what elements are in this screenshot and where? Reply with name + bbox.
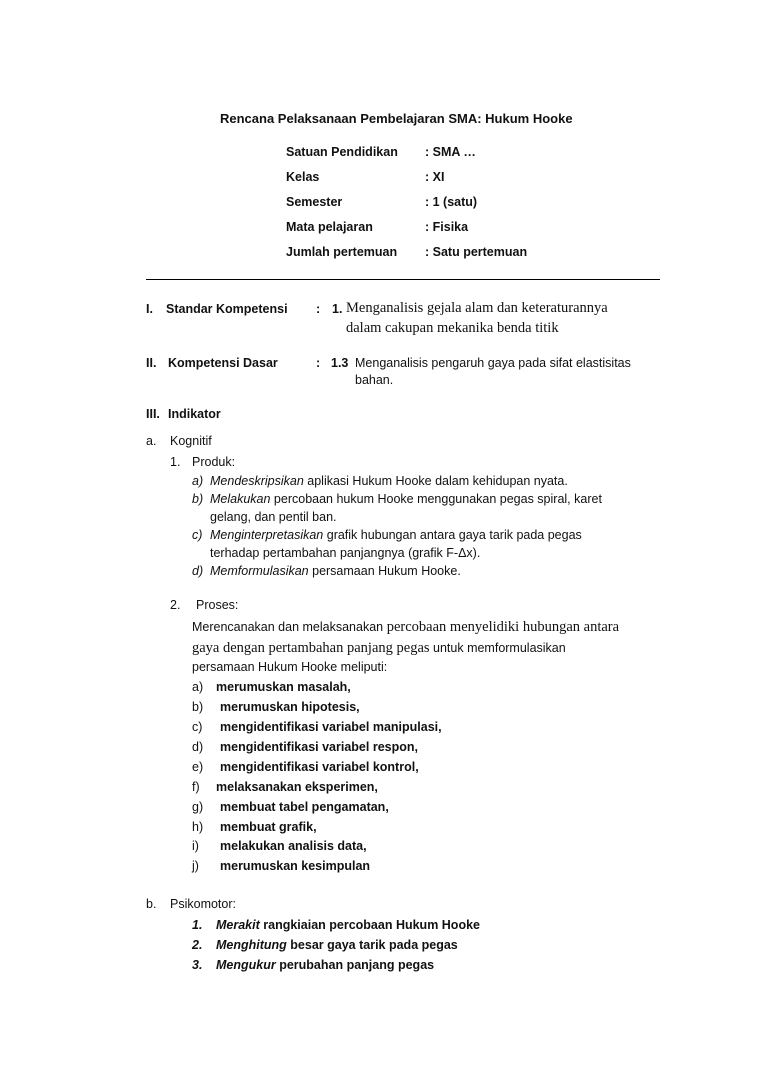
list-item: membuat grafik,: [220, 820, 317, 834]
competency-code: 1.3: [331, 356, 349, 370]
item-number: 1.: [170, 455, 181, 469]
subsection-label: Kognitif: [170, 434, 212, 448]
list-item: melaksanakan eksperimen,: [216, 780, 378, 794]
list-letter: c): [192, 720, 203, 734]
proses-intro: persamaan Hukum Hooke meliputi:: [192, 660, 388, 674]
competency-code: 1.: [332, 302, 343, 316]
item-label: Proses:: [196, 598, 239, 612]
list-letter: b): [192, 492, 204, 506]
colon: :: [316, 302, 321, 316]
item-verb: Mengukur: [216, 958, 276, 972]
list-item: merumuskan kesimpulan: [220, 859, 371, 873]
identity-label: Mata pelajaran: [286, 220, 373, 234]
intro-text: gaya dengan pertambahan panjang pegas: [192, 640, 430, 656]
divider: [146, 279, 660, 280]
section-number: II.: [146, 356, 157, 370]
section-number: III.: [146, 407, 160, 421]
item-verb: Menghitung: [216, 938, 287, 952]
section-label: Standar Kompetensi: [166, 302, 288, 316]
list-number: 2.: [192, 938, 203, 952]
item-verb: Memformulasikan: [210, 564, 309, 578]
list-letter: i): [192, 839, 199, 853]
identity-label: Semester: [286, 195, 343, 209]
list-letter: a): [192, 474, 204, 488]
list-letter: d): [192, 564, 204, 578]
proses-intro: [192, 619, 619, 636]
identity-value: : XI: [425, 170, 445, 184]
list-number: 1.: [192, 918, 203, 932]
identity-value: : 1 (satu): [425, 195, 478, 209]
item-text: perubahan panjang pegas: [275, 958, 435, 972]
competency-text: bahan.: [355, 373, 394, 387]
list-item: mengidentifikasi variabel kontrol,: [220, 760, 419, 774]
section-label: Kompetensi Dasar: [168, 356, 278, 370]
list-item: [216, 958, 434, 973]
item-verb: Merakit: [216, 918, 260, 932]
list-item: merumuskan hipotesis,: [220, 700, 360, 714]
identity-label: Jumlah pertemuan: [286, 245, 398, 259]
competency-text: dalam cakupan mekanika benda titik: [346, 320, 559, 336]
list-item: membuat tabel pengamatan,: [220, 800, 389, 814]
list-letter: b): [192, 700, 204, 714]
section-number: I.: [146, 302, 153, 316]
item-text: aplikasi Hukum Hooke dalam kehidupan nyata.: [303, 474, 568, 488]
item-text: grafik hubungan antara gaya tarik pada pegas: [323, 528, 582, 542]
list-letter: g): [192, 800, 204, 814]
item-text: percobaan hukum Hooke menggunakan pegas spiral, karet: [270, 492, 602, 506]
list-item: melakukan analisis data,: [220, 839, 367, 853]
list-number: 3.: [192, 958, 203, 972]
identity-value: : Fisika: [425, 220, 469, 234]
list-item-continuation: gelang, dan pentil ban.: [210, 510, 337, 524]
list-letter: h): [192, 820, 204, 834]
subsection-letter: b.: [146, 897, 157, 911]
list-item: mengidentifikasi variabel respon,: [220, 740, 418, 754]
list-item: merumuskan masalah,: [216, 680, 351, 694]
competency-text: Menganalisis gejala alam dan keteraturannya: [346, 300, 608, 316]
list-item: [210, 564, 461, 579]
list-letter: j): [192, 859, 199, 873]
list-letter: f): [192, 780, 200, 794]
page-title: Rencana Pelaksanaan Pembelajaran SMA: Hukum Hooke: [220, 111, 573, 126]
item-text: rangkiaian percobaan Hukum Hooke: [259, 918, 480, 932]
list-item: [210, 474, 568, 489]
list-letter: c): [192, 528, 203, 542]
subsection-label: Psikomotor:: [170, 897, 236, 911]
list-item: [216, 938, 458, 953]
list-item: mengidentifikasi variabel manipulasi,: [220, 720, 442, 734]
proses-intro: [192, 640, 566, 657]
colon: :: [316, 356, 321, 370]
list-letter: a): [192, 680, 204, 694]
item-verb: Melakukan: [210, 492, 271, 506]
identity-label: Satuan Pendidikan: [286, 145, 398, 159]
identity-value: : Satu pertemuan: [425, 245, 528, 259]
list-letter: d): [192, 740, 204, 754]
intro-text: untuk memformulasikan: [429, 641, 566, 655]
list-item: [216, 918, 480, 933]
identity-value: : SMA …: [425, 145, 476, 159]
item-verb: Mendeskripsikan: [210, 474, 304, 488]
subsection-letter: a.: [146, 434, 157, 448]
competency-text: Menganalisis pengaruh gaya pada sifat elastisitas: [355, 356, 631, 370]
list-item: [210, 528, 582, 543]
item-number: 2.: [170, 598, 181, 612]
section-label: Indikator: [168, 407, 221, 421]
list-item-continuation: terhadap pertambahan panjangnya (grafik F-Δx).: [210, 546, 481, 560]
identity-label: Kelas: [286, 170, 320, 184]
intro-text: percobaan menyelidiki hubungan antara: [383, 619, 620, 635]
item-verb: Menginterpretasikan: [210, 528, 324, 542]
list-letter: e): [192, 760, 204, 774]
list-item: [210, 492, 602, 507]
item-text: persamaan Hukum Hooke.: [308, 564, 461, 578]
intro-text: Merencanakan dan melaksanakan: [192, 620, 384, 634]
item-text: besar gaya tarik pada pegas: [286, 938, 458, 952]
item-label: Produk:: [192, 455, 236, 469]
